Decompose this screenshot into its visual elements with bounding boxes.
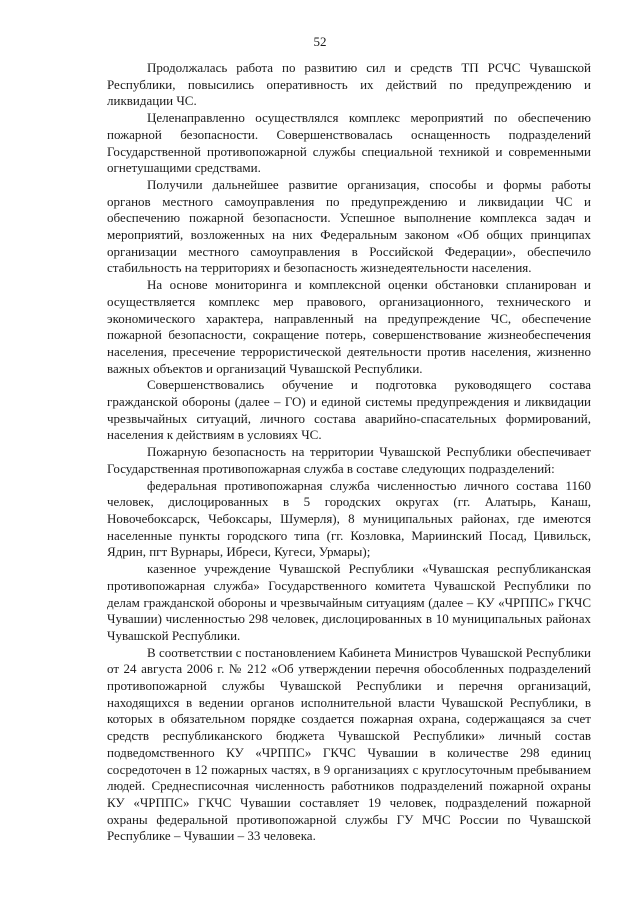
document-body	[107, 60, 591, 845]
page-number: 52	[313, 34, 327, 49]
paragraph-fire-safety-measures: Целенаправленно осуществлялся комплекс мероприятий по обеспечению пожарной безопасности. Совершенствовалась оснащенность подразделений Государственной противопожарной службы специальной техникой и современными огнетушащими средствами.	[107, 110, 591, 176]
paragraph-local-government: Получили дальнейшее развитие организация, способы и формы работы органов местного самоуправления по предупреждению и ликвидации ЧС и обеспечению пожарной безопасности. Успешное выполнение комплекса задач и мероприятий, возложенных на них Федеральным законом «Об общих принципах организации местного самоуправления в Российской Федерации», обеспечило стабильность на территориях и безопасность жизнедеятельности населения.	[107, 176, 591, 276]
paragraph-civil-defense-training: Совершенствовались обучение и подготовка руководящего состава гражданской обороны (далее – ГО) и единой системы предупреждения и ликвидации чрезвычайных ситуаций, личного состава аварийно-спасательных формирований, населения к действиям в условиях ЧС.	[107, 377, 591, 443]
paragraph-monitoring: На основе мониторинга и комплексной оценки обстановки спланирован и осуществляется комплекс мер правового, организационного, технического и экономического характера, направленный на предупреждение ЧС, обеспечение пожарной безопасности, сокращение потерь, совершенствование жизнеобеспечения населения, пресечение террористической деятельности против населения, жизненно важных объектов и организаций Чувашской Республики.	[107, 277, 591, 376]
paragraph-rschs-forces: Продолжалась работа по развитию сил и средств ТП РСЧС Чувашской Республики, повысились оперативность их действий по предупреждению и ликвидации ЧС.	[107, 60, 591, 109]
paragraph-cabinet-resolution: В соответствии с постановлением Кабинета Министров Чувашской Республики от 24 августа 2006 г. № 212 «Об утверждении перечня обособленных подразделений противопожарной службы Чувашской Республики и перечня организаций, находящихся в ведении органов исполнительной власти Чувашской Республики, в которых в обязательном порядке создается пожарная охрана, содержащаяся за счет средств республиканского бюджета Чувашской Республики» личный состав подведомственного КУ «ЧРППС» ГКЧС Чувашии в количестве 298 единиц сосредоточен в 12 пожарных частях, в 9 организациях с круглосуточным пребыванием людей. Среднесписочная численность работников подразделений пожарной охраны КУ «ЧРППС» ГКЧС Чувашии составляет 19 человек, подразделений пожарной охраны федеральной противопожарной службы ГУ МЧС России по Чувашской Республике – Чувашии – 33 человека.	[107, 644, 591, 844]
paragraph-fire-service-structure: Пожарную безопасность на территории Чувашской Республики обеспечивает Государственная противопожарная служба в составе следующих подразделений:	[107, 444, 591, 476]
paragraph-federal-fire-service: федеральная противопожарная служба численностью личного состава 1160 человек, дислоцированных в 5 городских округах (гг. Алатырь, Канаш, Новочебоксарск, Чебоксары, Шумерля), 8 муниципальных районах, где имеются населенные пункты городского типа (гг. Козловка, Мариинский Посад, Цивильск, Ядрин, пгт Вурнары, Ибреси, Кугеси, Урмары);	[107, 477, 591, 560]
paragraph-republic-fire-service: казенное учреждение Чувашской Республики «Чувашская республиканская противопожарная служба» Государственного комитета Чувашской Республики по делам гражданской обороны и чрезвычайным ситуациям (далее – КУ «ЧРППС» ГКЧС Чувашии) численностью 298 человек, дислоцированных в 10 муниципальных районах Чувашской Республики.	[107, 561, 591, 643]
